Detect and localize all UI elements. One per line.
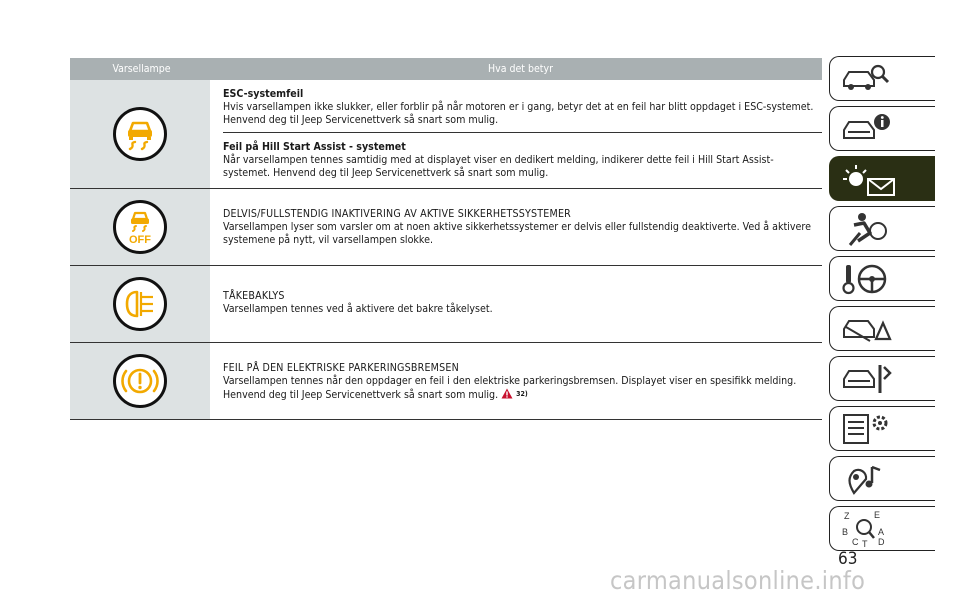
chapter-tab-starting-driving[interactable] [829,256,935,301]
section-title: DELVIS/FULLSTENDIG INAKTIVERING AV AKTIVE SIKKERHETSSYSTEMER [223,208,571,220]
chapter-tab-safety[interactable] [829,206,935,251]
chapter-tab-maintenance[interactable] [829,356,935,401]
rear-fog-light-icon [113,277,167,331]
section-body: Hvis varsellampen ikke slukker, eller forblir på når motoren er i gang, betyr det at en feil har blitt oppdaget i ESC-systemet. Henvend deg til Jeep Servicenettverk så snart som mulig. [223,101,814,127]
meaning-section [223,132,822,188]
chapter-tab-multimedia[interactable] [829,456,935,501]
header-meaning: Hva det betyr [488,63,553,75]
icon-cell [70,189,210,265]
svg-text:D: D [878,536,885,547]
header-warning-lamp: Varsellampe [112,63,171,75]
chapter-tab-warning-lights[interactable] [829,156,935,201]
meaning-cell [210,343,822,419]
car-search-icon [840,62,892,96]
key-steering-wheel-icon [840,261,892,297]
table-row [70,266,822,343]
section-title: FEIL PÅ DEN ELEKTRISKE PARKERINGSBREMSEN [223,362,459,374]
meaning-section [223,80,822,132]
svg-text:Z: Z [844,510,850,521]
chapter-tab-index[interactable] [829,506,935,551]
section-title: ESC-systemfeil [223,88,304,100]
chapter-tab-vehicle-info[interactable] [829,106,935,151]
section-body: Når varsellampen tennes samtidig med at displayet viser en dedikert melding, indikerer dette feil i Hill Start Assist-systemet. Henvend deg til Jeep Servicenettverk så snart som mulig. [223,154,774,180]
parking-brake-failure-icon [113,354,167,408]
chapter-tab-emergency[interactable] [829,306,935,351]
meaning-section [223,343,822,410]
icon-cell [70,343,210,419]
car-info-icon [840,112,892,146]
meaning-cell [210,189,822,265]
table-row [70,343,822,420]
section-body: Varsellampen tennes ved å aktivere det bakre tåkelyset. [223,303,493,316]
watermark: carmanualsonline.info [610,566,866,595]
off-label: OFF [129,234,151,246]
section-title: Feil på Hill Start Assist - systemet [223,141,406,153]
page-number: 63 [838,549,858,569]
seat-airbag-icon [840,211,892,247]
meaning-section [223,266,822,323]
chapter-tab-vehicle-overview[interactable] [829,56,935,101]
warning-lamp-table [70,58,822,420]
list-gear-icon [840,411,892,447]
multimedia-icon [840,461,892,497]
warning-light-message-icon [840,161,900,197]
section-title: TÅKEBAKLYS [223,290,285,302]
table-row [70,189,822,266]
esc-skid-icon [113,107,167,161]
section-body: Varsellampen lyser som varsler om at noen aktive sikkerhetssystemer er delvis eller fullstendig deaktiverte. Ved å aktivere systemene på nytt, vil varsellampen slokke. [223,221,811,247]
car-emergency-icon [840,311,892,347]
alphabet-search-icon [840,509,892,549]
meaning-section [223,189,822,255]
meaning-cell [210,80,822,188]
chapter-tab-technical-data[interactable] [829,406,935,451]
section-body [223,375,814,402]
meaning-cell [210,266,822,342]
esc-off-icon [113,200,167,254]
svg-text:T: T [862,538,868,549]
footnote-ref: 32) [516,390,528,399]
warning-triangle-icon [501,388,513,399]
section-body-text: Varsellampen tennes når den oppdager en feil i den elektriske parkeringsbremsen. Displayet viser en spesifikk melding. Henvend deg til Jeep Servicenettverk så snart som mulig. [223,375,797,402]
svg-text:E: E [874,509,881,520]
svg-text:C: C [852,536,859,547]
icon-cell [70,266,210,342]
table-header [70,58,822,80]
svg-text:B: B [842,526,849,537]
car-tools-icon [840,361,892,397]
icon-cell [70,80,210,188]
svg-text:A: A [878,526,885,537]
table-row [70,80,822,189]
